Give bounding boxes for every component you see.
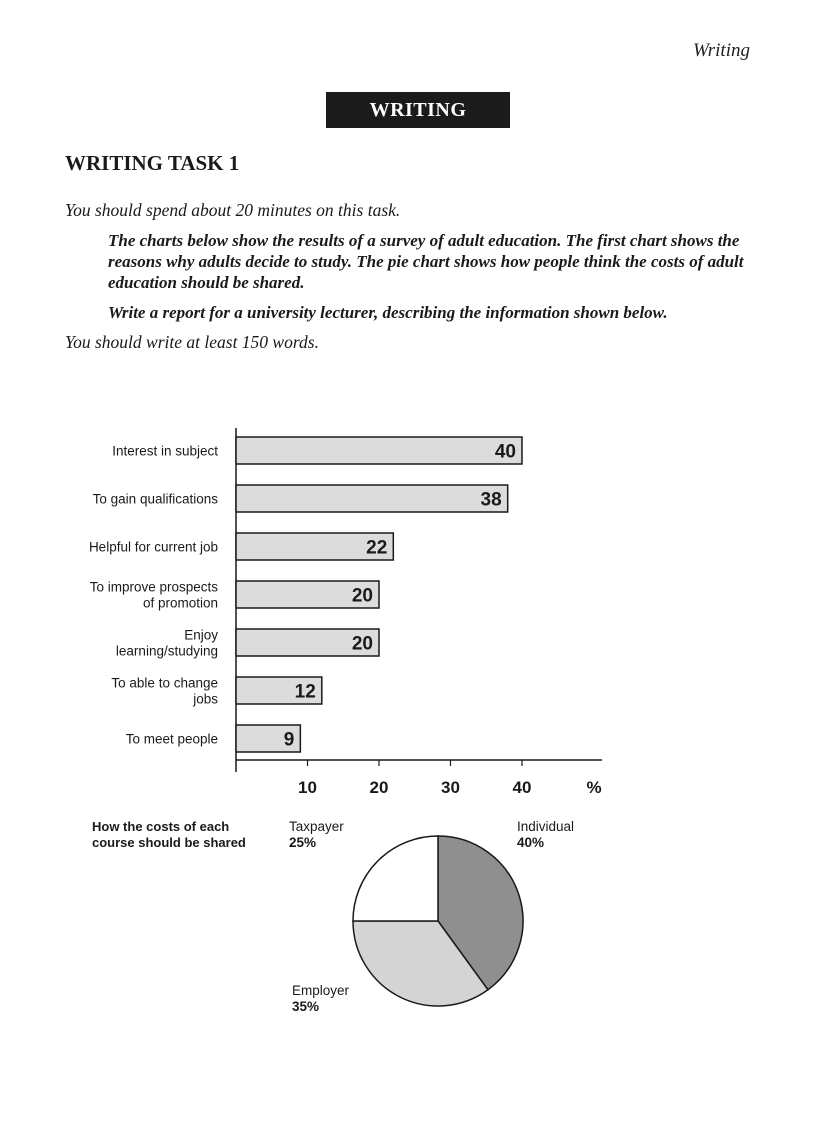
x-axis-unit-label: % xyxy=(586,778,602,797)
bar-value-label-6: 9 xyxy=(283,729,295,751)
bar-value-label-5: 12 xyxy=(294,681,316,703)
bar-value-label-4: 20 xyxy=(351,633,373,655)
running-head: Writing xyxy=(692,40,750,61)
x-tick-label-0: 10 xyxy=(298,778,317,797)
category-label-0-0: Interest in subject xyxy=(112,443,218,459)
pie-title-line-0: How the costs of each xyxy=(92,819,230,834)
pie-label-taxpayer-value: 25% xyxy=(289,835,317,850)
category-label-4-0: Enjoy xyxy=(184,627,218,643)
category-label-6-0: To meet people xyxy=(125,731,218,747)
time-instruction: You should spend about 20 minutes on this task. xyxy=(65,200,401,220)
bar-value-label-2: 22 xyxy=(366,537,388,559)
bar-1 xyxy=(236,485,508,512)
pie-label-employer-name: Employer xyxy=(292,983,350,998)
x-tick-label-1: 20 xyxy=(369,778,389,797)
bar-value-label-0: 40 xyxy=(494,441,516,463)
task-prompt-instruction: Write a report for a university lecturer, describing the information shown below. xyxy=(108,303,668,322)
word-count-instruction: You should write at least 150 words. xyxy=(65,332,319,352)
x-tick-label-2: 30 xyxy=(441,778,460,797)
category-label-5-1: jobs xyxy=(193,691,218,707)
pie-chart xyxy=(92,819,574,1014)
task-title: WRITING TASK 1 xyxy=(65,151,240,175)
bar-0 xyxy=(236,437,522,464)
pie-label-individual-name: Individual xyxy=(517,819,575,834)
section-banner: WRITING xyxy=(326,92,510,128)
bar-value-label-1: 38 xyxy=(480,489,502,511)
pie-title-line-1: course should be shared xyxy=(92,835,246,850)
bar-chart xyxy=(89,428,602,797)
task-prompt-paragraph: The charts below show the results of a survey of adult education. The first chart shows the reasons why adults decide to study. The pie chart shows how people think the costs of adult education should be shared. xyxy=(108,231,744,292)
category-label-3-0: To improve prospects xyxy=(89,579,218,595)
x-tick-label-3: 40 xyxy=(512,778,532,797)
pie-label-individual-value: 40% xyxy=(517,835,545,850)
pie-slice-taxpayer xyxy=(353,836,438,921)
category-label-3-1: of promotion xyxy=(142,595,218,611)
category-label-2-0: Helpful for current job xyxy=(88,539,218,555)
pie-label-employer-value: 35% xyxy=(292,999,320,1014)
category-label-4-1: learning/studying xyxy=(115,643,218,659)
pie-label-taxpayer-name: Taxpayer xyxy=(289,819,344,834)
bar-value-label-3: 20 xyxy=(351,585,373,607)
category-label-5-0: To able to change xyxy=(111,675,218,691)
category-label-1-0: To gain qualifications xyxy=(92,491,218,507)
